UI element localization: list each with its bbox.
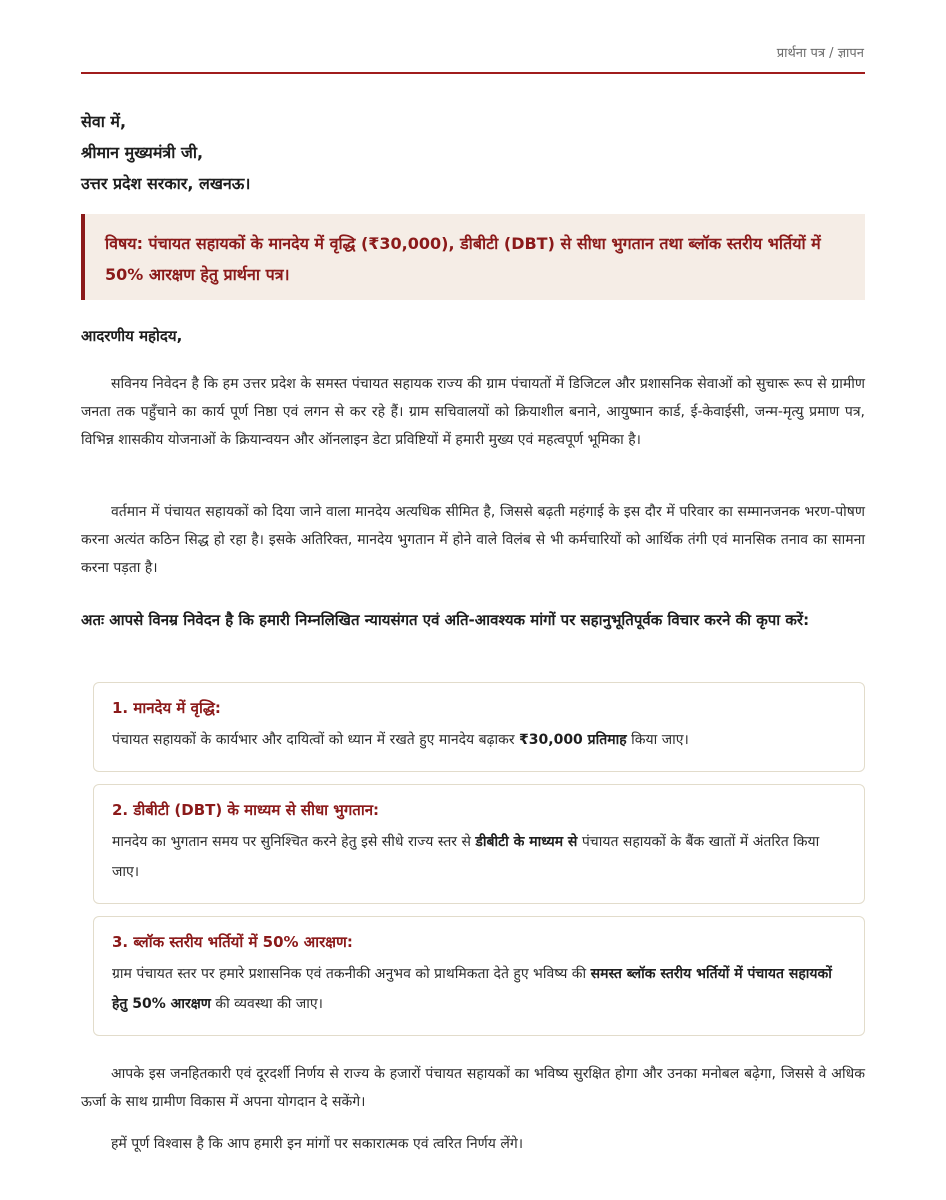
final-paragraph: हमें पूर्ण विश्वास है कि आप हमारी इन मांगों पर सकारात्मक एवं त्वरित निर्णय लेंगे। [111,1136,524,1152]
demand-card [93,784,865,904]
addressee-line: सेवा में, [81,112,127,131]
demand-body: ग्राम पंचायत स्तर पर हमारे प्रशासनिक एवं तकनीकी अनुभव को प्राथमिकता देते हुए भविष्य की समस्त ब्लॉक स्तरीय भर्तियों में पंचायत सहायकों हेतु 50% आरक्षण की व्यवस्था की जाए। [112,966,832,1012]
problem-paragraph: वर्तमान में पंचायत सहायकों को दिया जाने वाला मानदेय अत्यधिक सीमित है, जिससे बढ़ती महंगाई के इस दौर में परिवार का सम्मानजनक भरण-पोषण करना अत्यंत कठिन सिद्ध हो रहा है। इसके अतिरिक्त, मानदेय भुगतान में होने वाले विलंब से भी कर्मचारियों को आर्थिक तंगी एवं मानसिक तनाव का सामना करना पड़ता है। [81,504,865,576]
addressee-line: श्रीमान मुख्यमंत्री जी, [81,143,204,162]
salutation: आदरणीय महोदय, [81,327,183,345]
demand-highlight: डीबीटी के माध्यम से [475,834,578,850]
closing-paragraph: आपके इस जनहितकारी एवं दूरदर्शी निर्णय से राज्य के हजारों पंचायत सहायकों का भविष्य सुरक्षित होगा और उनका मनोबल बढ़ेगा, जिससे वे अधिक ऊर्जा के साथ ग्रामीण विकास में अपना योगदान दे सकेंगे। [81,1066,865,1110]
document-type-label: प्रार्थना पत्र / ज्ञापन [776,46,864,61]
demand-title: 1. मानदेय में वृद्धि: [112,699,221,717]
addressee-block [81,106,250,199]
addressee-line: उत्तर प्रदेश सरकार, लखनऊ। [81,174,251,193]
demand-card [93,916,865,1036]
intro-paragraph: सविनय निवेदन है कि हम उत्तर प्रदेश के समस्त पंचायत सहायक राज्य की ग्राम पंचायतों में डिजिटल और प्रशासनिक सेवाओं को सुचारू रूप से ग्रामीण जनता तक पहुँचाने का कार्य पूर्ण निष्ठा एवं लगन से कर रहे हैं। ग्राम सचिवालयों को क्रियाशील बनाने, आयुष्मान कार्ड, ई-केवाईसी, जन्म-मृत्यु प्रमाण पत्र, विभिन्न शासकीय योजनाओं के क्रियान्वयन और ऑनलाइन डेटा प्रविष्टियों में हमारी मुख्य एवं महत्वपूर्ण भूमिका है। [81,376,865,448]
demand-title: 3. ब्लॉक स्तरीय भर्तियों में 50% आरक्षण: [112,933,353,951]
demand-body: मानदेय का भुगतान समय पर सुनिश्चित करने हेतु इसे सीधे राज्य स्तर से डीबीटी के माध्यम से पंचायत सहायकों के बैंक खातों में अंतरित किया जाए। [112,834,820,880]
subject-box: विषय: पंचायत सहायकों के मानदेय में वृद्धि (₹30,000), डीबीटी (DBT) से सीधा भुगतान तथा ब्लॉक स्तरीय भर्तियों में 50% आरक्षण हेतु प्रार्थना पत्र। [81,214,865,300]
demand-highlight: समस्त ब्लॉक स्तरीय भर्तियों में पंचायत सहायकों हेतु 50% आरक्षण [112,966,832,1012]
demand-body: पंचायत सहायकों के कार्यभार और दायित्वों को ध्यान में रखते हुए मानदेय बढ़ाकर ₹30,000 प्रतिमाह किया जाए। [112,732,689,748]
demand-card [93,682,865,772]
demand-title: 2. डीबीटी (DBT) के माध्यम से सीधा भुगतान: [112,801,380,819]
header-divider [81,72,865,74]
request-paragraph: अतः आपसे विनम्र निवेदन है कि हमारी निम्नलिखित न्यायसंगत एवं अति-आवश्यक मांगों पर सहानुभूतिपूर्वक विचार करने की कृपा करें: [81,611,810,629]
demand-highlight: ₹30,000 प्रतिमाह [519,732,627,748]
